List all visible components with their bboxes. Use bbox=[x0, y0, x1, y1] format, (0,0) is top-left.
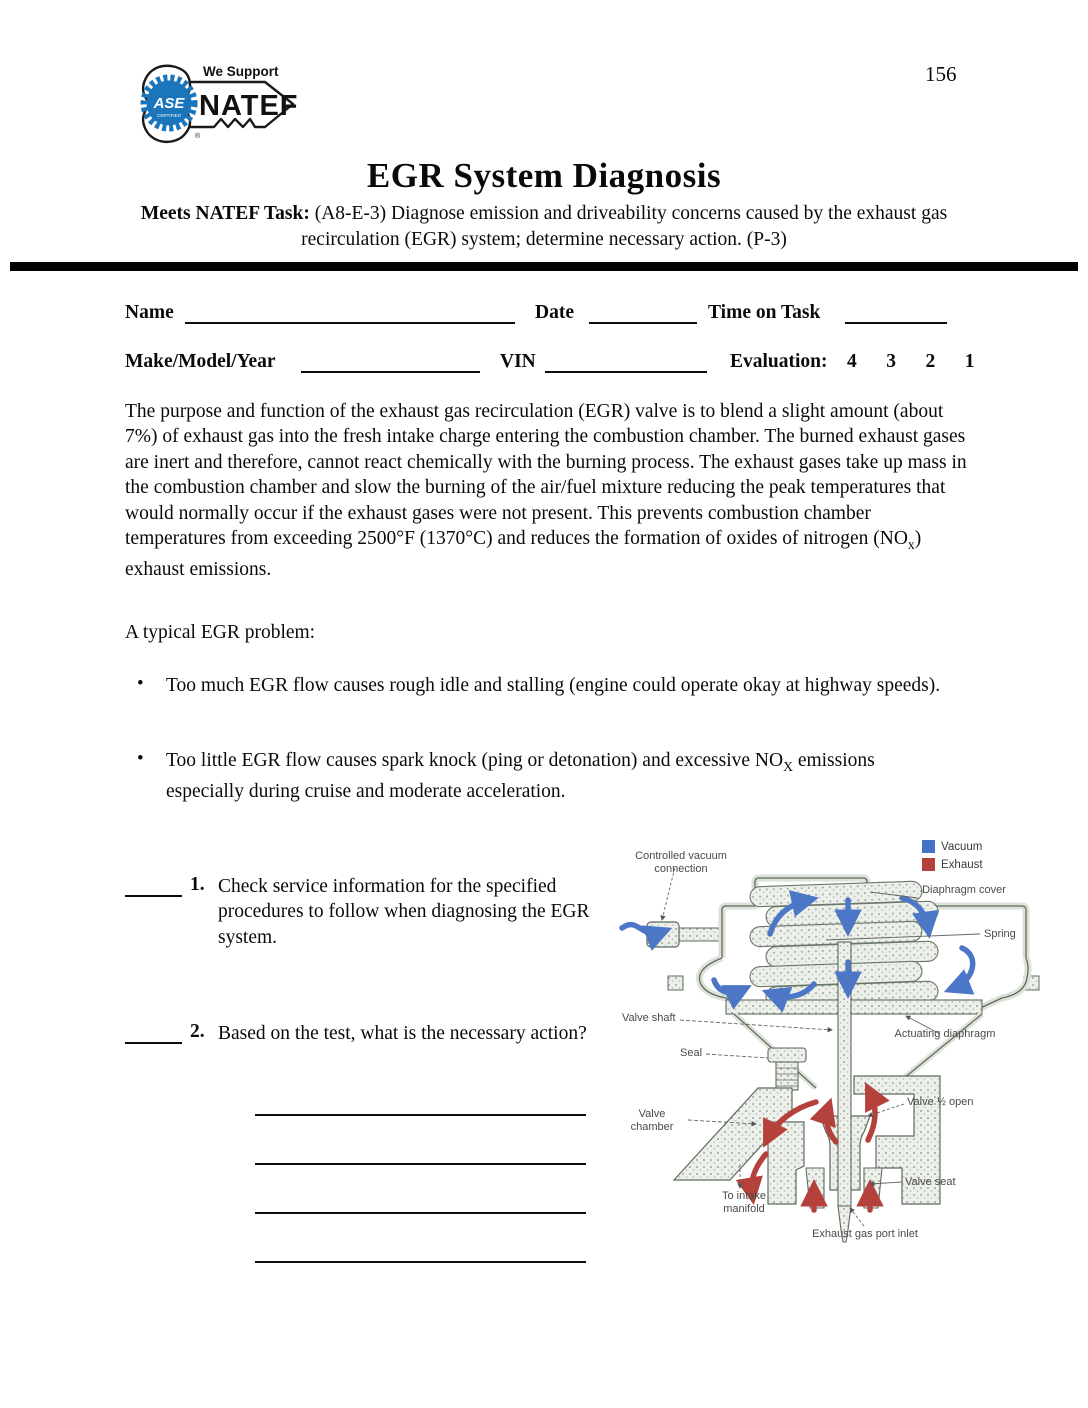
question-text: Check service information for the specified procedures to follow when diagnosing the EGR system. bbox=[218, 876, 590, 948]
label-valve-shaft: Valve shaft bbox=[622, 1012, 676, 1024]
legend-label: Exhaust bbox=[941, 858, 983, 871]
legend-item bbox=[922, 858, 983, 871]
vacuum-swatch-icon bbox=[922, 840, 935, 853]
key-logo-graphic bbox=[133, 58, 309, 148]
valve-seat-right bbox=[864, 1168, 882, 1208]
vin-label: VIN bbox=[500, 351, 536, 372]
label-controlled-vacuum-connection: Controlled vacuum connection bbox=[635, 850, 727, 875]
date-label: Date bbox=[535, 302, 574, 323]
diagram-legend bbox=[922, 840, 983, 876]
natef-ase-logo bbox=[133, 58, 309, 148]
answer-line[interactable] bbox=[255, 1212, 586, 1214]
bullet-dot-icon: • bbox=[137, 673, 144, 694]
time-on-task-blank[interactable] bbox=[845, 322, 947, 324]
task-statement bbox=[119, 201, 969, 253]
question-text: Based on the test, what is the necessary action? bbox=[218, 1023, 587, 1044]
vacuum-stem bbox=[678, 928, 720, 941]
task-text: (A8-E-3) Diagnose emission and driveability concerns caused by the exhaust gas recirculation (EGR) system; determine necessary action. (P-3) bbox=[301, 203, 948, 250]
actuating-diaphragm-plate bbox=[726, 1000, 982, 1014]
evaluation-label: Evaluation: bbox=[730, 351, 828, 372]
answer-line[interactable] bbox=[255, 1261, 586, 1263]
label-spring: Spring bbox=[984, 928, 1016, 940]
bullet-text: Too little EGR flow causes spark knock (ping or detonation) and excessive $NO_X$ emissions especially during cruise and moderate acceleration. bbox=[166, 750, 875, 803]
question-2-blank[interactable] bbox=[125, 1042, 182, 1044]
ase-certified-text: CERTIFIED bbox=[157, 113, 181, 118]
label-exhaust-gas-port-inlet: Exhaust gas port inlet bbox=[812, 1228, 918, 1240]
question-item bbox=[125, 1021, 615, 1091]
label-valve-seat: Valve seat bbox=[905, 1176, 956, 1188]
answer-line[interactable] bbox=[255, 1163, 586, 1165]
intro-paragraph: The purpose and function of the exhaust gas recirculation (EGR) valve is to blend a slight amount (about 7%) of exhaust gas into the fresh intake charge entering the combustion chamber. The burned exhaust gases are inert and therefore, cannot react chemically with the burning process. The exhaust gases take up mass in the combustion chamber and slow the burning of the air/fuel mixture reducing the peak temperatures that would normally occur if the exhaust gases were not present. This prevents combustion chamber temperatures from exceeding 2500°F (1370°C) and reduces the formation of oxides of nitrogen $(NO_x)$ exhaust emissions. bbox=[125, 401, 967, 581]
vin-blank[interactable] bbox=[545, 371, 707, 373]
divider-rule bbox=[10, 262, 1078, 271]
registered-mark: ® bbox=[195, 133, 201, 140]
exhaust-swatch-icon bbox=[922, 858, 935, 871]
name-label: Name bbox=[125, 302, 174, 323]
make-model-year-label: Make/Model/Year bbox=[125, 351, 276, 372]
page-title: EGR System Diagnosis bbox=[366, 156, 722, 195]
date-blank[interactable] bbox=[589, 322, 697, 324]
evaluation-scale: 4 3 2 1 bbox=[847, 351, 977, 372]
label-seal: Seal bbox=[680, 1047, 703, 1059]
bullet-text: Too much EGR flow causes rough idle and stalling (engine could operate okay at highway speeds). bbox=[166, 675, 941, 696]
legend-item bbox=[922, 840, 983, 853]
label-to-intake-manifold: To intake manifold bbox=[721, 1190, 767, 1215]
make-model-year-blank[interactable] bbox=[301, 371, 480, 373]
label-actuating-diaphragm: Actuating diaphragm bbox=[894, 1028, 996, 1040]
task-label: Meets NATEF Task: bbox=[140, 203, 310, 224]
label-diaphragm-cover: Diaphragm cover bbox=[922, 884, 1006, 896]
time-on-task-label: Time on Task bbox=[708, 302, 821, 323]
question-item bbox=[125, 874, 615, 964]
question-number: 1. bbox=[190, 874, 205, 895]
label-valve-chamber: Valve chamber bbox=[630, 1108, 674, 1133]
bullet-dot-icon: • bbox=[137, 748, 144, 769]
seal-cap bbox=[768, 1048, 806, 1062]
natef-text: NATEF bbox=[199, 90, 299, 122]
we-support-text: We Support bbox=[203, 64, 279, 79]
label-valve-half-open: Valve ½ open bbox=[907, 1096, 974, 1108]
egr-valve-diagram bbox=[618, 836, 1086, 1276]
ase-text: ASE bbox=[153, 95, 185, 112]
left-tab bbox=[668, 976, 683, 990]
problem-heading: A typical EGR problem: bbox=[125, 622, 316, 643]
legend-label: Vacuum bbox=[941, 840, 983, 853]
question-number: 2. bbox=[190, 1021, 205, 1042]
question-1-blank[interactable] bbox=[125, 895, 182, 897]
page-number: 156 bbox=[925, 62, 957, 86]
answer-line[interactable] bbox=[255, 1114, 586, 1116]
name-blank[interactable] bbox=[185, 322, 515, 324]
